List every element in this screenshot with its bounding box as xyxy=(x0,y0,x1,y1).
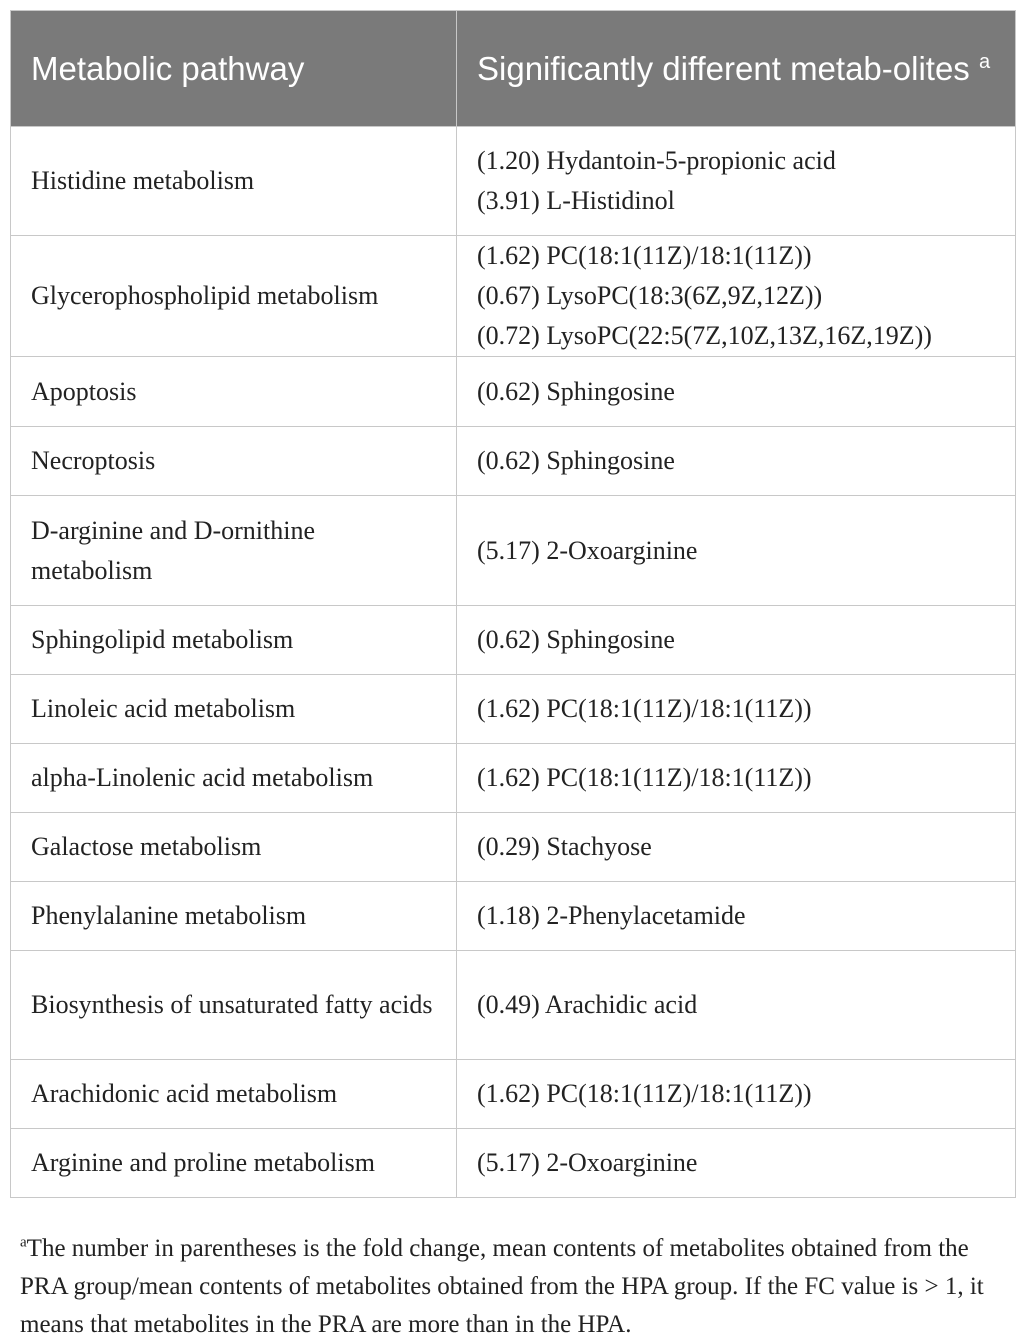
metabolites-cell xyxy=(457,496,1016,606)
pathway-cell: Histidine metabolism xyxy=(11,127,457,236)
metabolite-entry: (0.72) LysoPC(22:5(7Z,10Z,13Z,16Z,19Z)) xyxy=(477,321,932,350)
table-row xyxy=(11,127,1016,236)
metabolite-entry: (0.62) Sphingosine xyxy=(477,376,675,406)
table-row xyxy=(11,744,1016,813)
pathway-cell: Sphingolipid metabolism xyxy=(11,606,457,675)
metabolite-entry: (5.17) 2-Oxoarginine xyxy=(477,1148,698,1177)
metabolites-cell xyxy=(457,744,1016,813)
metabolites-cell xyxy=(457,606,1016,675)
metabolic-pathway-table xyxy=(10,10,1016,1198)
metabolites-cell xyxy=(457,1060,1016,1129)
metabolites-cell xyxy=(457,127,1016,236)
pathway-cell: Arachidonic acid metabolism xyxy=(11,1060,457,1129)
pathway-cell: alpha-Linolenic acid metabolism xyxy=(11,744,457,813)
header-metabolites-label: Significantly different metab-olites xyxy=(477,49,970,87)
pathway-cell: Arginine and proline metabolism xyxy=(11,1129,457,1198)
footnote-text: The number in parentheses is the fold change, mean contents of metabolites obtained from the PRA group/mean contents of metabolites obtained from the HPA group. If the FC value is > 1, it means that metabolites in the PRA are more than in the HPA. xyxy=(20,1235,984,1338)
metabolite-entry: (1.18) 2-Phenylacetamide xyxy=(477,901,746,930)
pathway-cell: Glycerophospholipid metabolism xyxy=(11,236,457,357)
table-body xyxy=(11,127,1016,1198)
table-row xyxy=(11,1060,1016,1129)
table-footnote xyxy=(20,1230,1015,1344)
metabolite-entry: (0.29) Stachyose xyxy=(477,832,652,861)
metabolites-cell xyxy=(457,357,1016,427)
pathway-cell: Linoleic acid metabolism xyxy=(11,675,457,744)
metabolites-cell xyxy=(457,813,1016,882)
header-metabolites xyxy=(457,11,1016,127)
metabolite-entry: (1.62) PC(18:1(11Z)/18:1(11Z)) xyxy=(477,1079,812,1108)
table-row xyxy=(11,951,1016,1060)
metabolites-cell xyxy=(457,675,1016,744)
metabolites-cell xyxy=(457,882,1016,951)
table-row xyxy=(11,882,1016,951)
table-row xyxy=(11,606,1016,675)
pathway-cell: Necroptosis xyxy=(11,427,457,496)
metabolic-pathway-table-container xyxy=(10,10,1015,1198)
table-header xyxy=(11,11,1016,127)
metabolite-entry: (3.91) L-Histidinol xyxy=(477,186,675,215)
table-row xyxy=(11,427,1016,496)
metabolites-cell xyxy=(457,1129,1016,1198)
metabolites-cell xyxy=(457,951,1016,1060)
metabolite-entry: (1.62) PC(18:1(11Z)/18:1(11Z)) xyxy=(477,241,812,270)
metabolite-entry: (1.20) Hydantoin-5-propionic acid xyxy=(477,146,836,175)
header-pathway xyxy=(11,11,457,127)
pathway-cell: Galactose metabolism xyxy=(11,813,457,882)
metabolites-cell xyxy=(457,427,1016,496)
header-pathway-label: Metabolic pathway xyxy=(31,49,305,87)
metabolites-cell xyxy=(457,236,1016,357)
pathway-cell: Apoptosis xyxy=(11,357,457,427)
table-row xyxy=(11,1129,1016,1198)
metabolite-entry: (0.62) Sphingosine xyxy=(477,625,675,654)
metabolite-entry: (0.67) LysoPC(18:3(6Z,9Z,12Z)) xyxy=(477,281,823,310)
metabolite-entry: (1.62) PC(18:1(11Z)/18:1(11Z)) xyxy=(477,763,812,792)
footnote-mark: a xyxy=(20,1234,27,1251)
metabolite-entry: (1.62) PC(18:1(11Z)/18:1(11Z)) xyxy=(477,694,812,723)
header-footnote-mark: a xyxy=(978,50,991,73)
table-row xyxy=(11,496,1016,606)
metabolite-entry: (0.62) Sphingosine xyxy=(477,446,675,475)
pathway-cell: Biosynthesis of unsaturated fatty acids xyxy=(11,951,457,1060)
pathway-cell: Phenylalanine metabolism xyxy=(11,882,457,951)
pathway-cell: D-arginine and D-ornithine metabolism xyxy=(11,496,457,606)
table-row xyxy=(11,236,1016,357)
header-row xyxy=(11,11,1016,127)
metabolite-entry: (0.49) Arachidic acid xyxy=(477,990,698,1019)
table-row xyxy=(11,357,1016,427)
table-row xyxy=(11,675,1016,744)
table-row xyxy=(11,813,1016,882)
metabolite-entry: (5.17) 2-Oxoarginine xyxy=(477,535,698,565)
